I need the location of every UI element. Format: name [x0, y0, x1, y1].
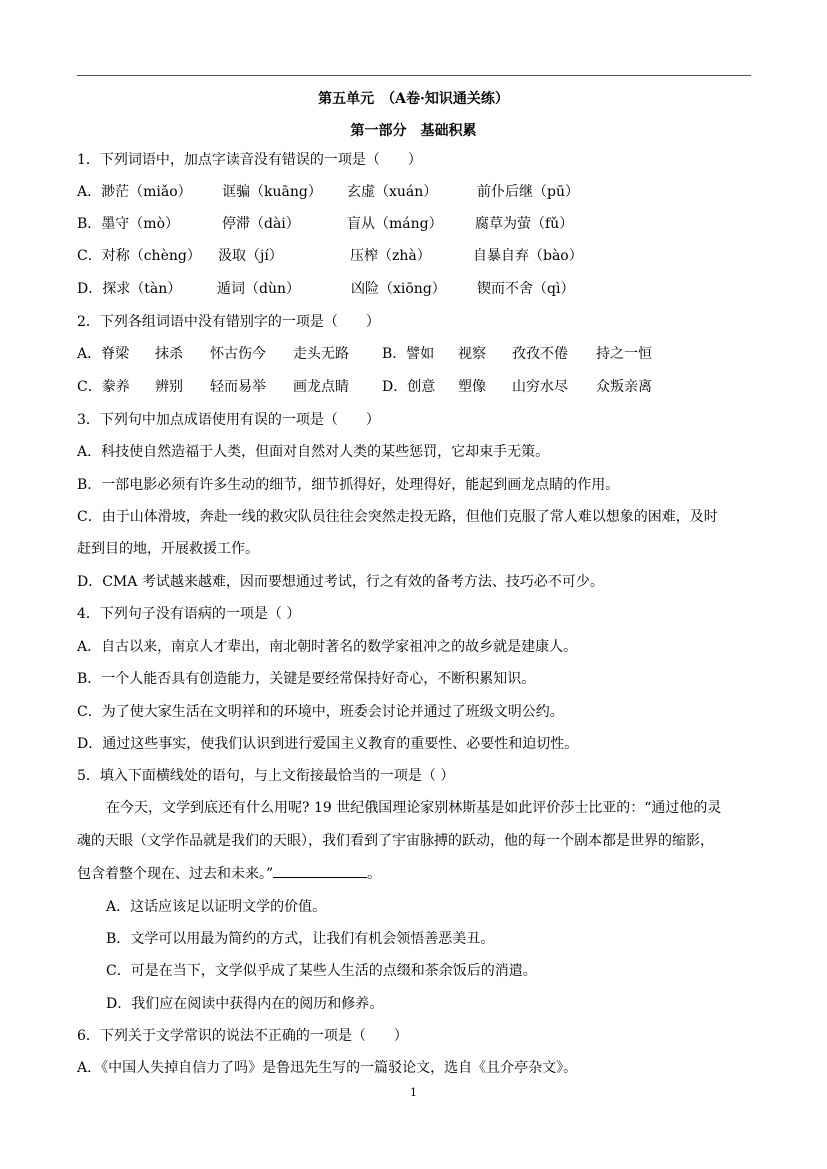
question-5-passage-line-2: 魂的天眼（文学作品就是我们的天眼），我们看到了宇宙脉搏的跃动，他的每一个剧本都是世界的缩影， — [77, 833, 714, 849]
question-3-option-c: C．由于山体滑坡，奔赴一线的救灾队员往往会突然走投无路，但他们克服了常人难以想象的困难，及时 — [77, 509, 718, 525]
word: B．譬如 — [382, 346, 435, 362]
question-4-stem: 4．下列句子没有语病的一项是（ ） — [77, 606, 301, 622]
question-3-option-c-cont: 赶到目的地，开展救援工作。 — [77, 541, 259, 557]
question-1-option-a — [77, 182, 777, 202]
question-5-option-b: B．文学可以用最为简约的方式，让我们有机会领悟善恶美丑。 — [106, 931, 495, 947]
question-5-passage-line-1: 在今天，文学到底还有什么用呢? 19 世纪俄国理论家别林斯基是如此评价莎士比亚的：“通过他的灵 — [106, 800, 722, 816]
word: 孜孜不倦 — [512, 346, 568, 362]
question-2-row-cd — [77, 377, 777, 397]
option-text: C．对称（chèng） — [77, 248, 201, 264]
question-3-option-b: B．一部电影必须有许多生动的细节，细节抓得好，处理得好，能起到画龙点睛的作用。 — [77, 477, 620, 493]
option-text: A．渺茫（miǎo） — [77, 184, 192, 200]
fill-blank — [273, 863, 367, 878]
question-2-row-ab — [77, 344, 777, 364]
question-5-stem: 5．填入下面横线处的语句，与上文衔接最恰当的一项是（ ） — [77, 768, 455, 784]
word: A．脊梁 — [77, 346, 130, 362]
question-4-option-b: B．一个人能否具有创造能力，关键是要经常保持好奇心，不断积累知识。 — [77, 671, 536, 687]
word: 轻而易举 — [210, 379, 266, 395]
option-text: D．探求（tàn） — [77, 281, 182, 297]
question-3-option-d: D．CMA 考试越来越难，因而要想通过考试，行之有效的备考方法、技巧必不可少。 — [77, 574, 604, 590]
option-text: 汲取（jí） — [218, 248, 283, 264]
question-6-stem: 6．下列关于文学常识的说法不正确的一项是（ ） — [77, 1028, 408, 1044]
option-text: 停滞（dài） — [222, 216, 300, 232]
question-4-option-c: C．为了使大家生活在文明祥和的环境中，班委会讨论并通过了班级文明公约。 — [77, 704, 564, 720]
option-text: 前仆后继（pū） — [477, 184, 579, 200]
word: C．豢养 — [77, 379, 130, 395]
question-5-option-a: A．这话应该足以证明文学的价值。 — [106, 899, 327, 915]
question-3-option-a: A．科技使自然造福于人类，但面对自然对人类的某些惩罚，它却束手无策。 — [77, 444, 550, 460]
word: D．创意 — [382, 379, 436, 395]
question-5-passage-line-3 — [77, 863, 381, 884]
question-1-option-d — [77, 279, 777, 299]
question-4-option-d: D．通过这些事实，使我们认识到进行爱国主义教育的重要性、必要性和迫切性。 — [77, 736, 579, 752]
question-2-stem: 2．下列各组词语中没有错别字的一项是（ ） — [77, 314, 380, 330]
passage-text: 包含着整个现在、过去和未来。” — [77, 866, 274, 882]
option-text: 锲而不舍（qì） — [477, 281, 575, 297]
page-number: 1 — [410, 1086, 417, 1099]
question-5-option-c: C．可是在当下，文学似乎成了某些人生活的点缀和茶余饭后的消遣。 — [106, 963, 537, 979]
option-text: 腐草为萤（fǔ） — [475, 216, 574, 232]
option-text: 压榨（zhà） — [350, 248, 431, 264]
page-title: 第五单元 （A卷·知识通关练） — [318, 91, 509, 107]
option-text: 自暴自弃（bào） — [473, 248, 583, 264]
passage-end: 。 — [367, 866, 382, 882]
word: 山穷水尽 — [512, 379, 568, 395]
option-text: 盲从（máng） — [347, 216, 443, 232]
word: 塑像 — [458, 379, 486, 395]
word: 走头无路 — [293, 346, 349, 362]
question-1-stem: 1．下列词语中，加点字读音没有错误的一项是（ ） — [77, 152, 422, 168]
word: 画龙点睛 — [293, 379, 349, 395]
option-text: 遁词（dùn） — [217, 281, 300, 297]
section-subtitle: 第一部分 基础积累 — [350, 123, 477, 139]
option-text: 诓骗（kuāng） — [222, 184, 322, 200]
word: 抹杀 — [155, 346, 183, 362]
option-text: B．墨守（mò） — [77, 216, 179, 232]
question-4-option-a: A．自古以来，南京人才辈出，南北朝时著名的数学家祖冲之的故乡就是建康人。 — [77, 639, 578, 655]
question-1-option-c — [77, 246, 777, 266]
question-3-stem: 3．下列句中加点成语使用有误的一项是（ ） — [77, 412, 380, 428]
word: 怀古伤今 — [210, 346, 266, 362]
option-text: 凶险（xiōng） — [351, 281, 446, 297]
option-text: 玄虚（xuán） — [347, 184, 438, 200]
word: 持之一恒 — [596, 346, 652, 362]
header-rule — [77, 75, 751, 76]
word: 视察 — [458, 346, 486, 362]
question-1-option-b — [77, 214, 777, 234]
question-5-option-d: D．我们应在阅读中获得内在的阅历和修养。 — [106, 996, 384, 1012]
word: 众叛亲离 — [596, 379, 652, 395]
question-6-option-a: A．《中国人失掉自信力了吗》是鲁迅先生写的一篇驳论文，选自《且介亭杂文》。 — [77, 1060, 578, 1076]
word: 辨别 — [155, 379, 183, 395]
